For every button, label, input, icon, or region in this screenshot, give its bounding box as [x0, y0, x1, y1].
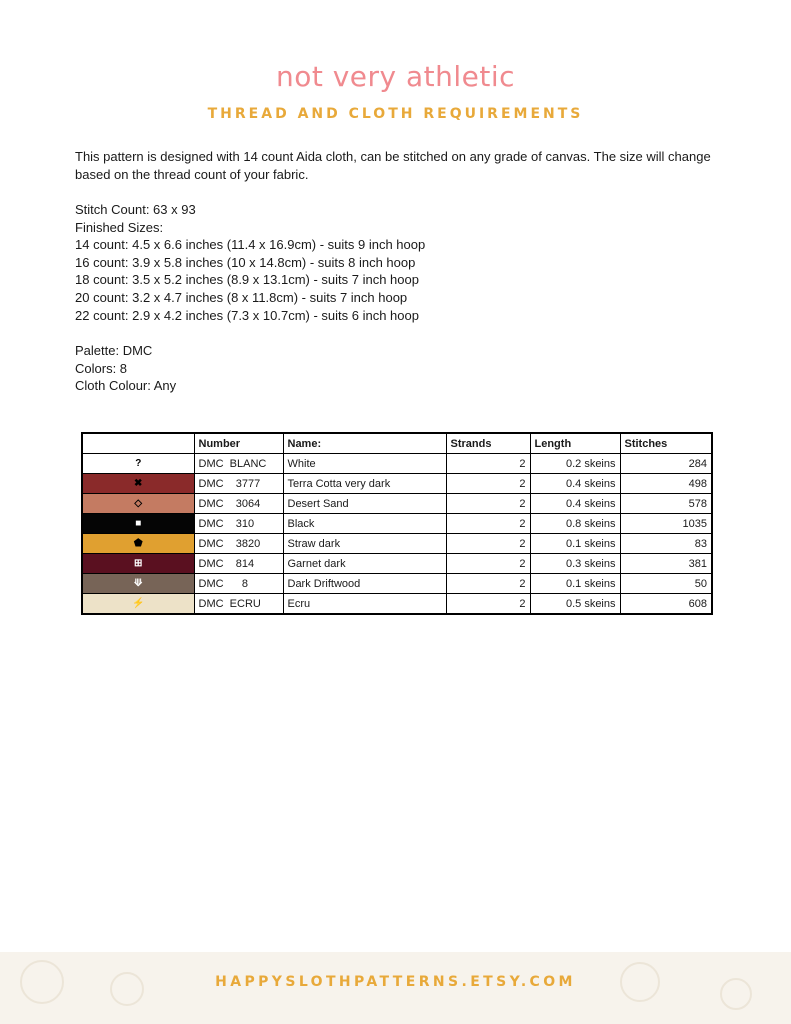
- table-row: [82, 534, 712, 554]
- stitch-count: Stitch Count: 63 x 93: [75, 202, 196, 217]
- footer-link[interactable]: HAPPYSLOTHPATTERNS.ETSY.COM: [215, 974, 576, 990]
- stitches-cell: 578: [620, 494, 712, 514]
- intro-paragraph: [75, 148, 715, 183]
- size-info: [75, 201, 715, 324]
- stitches-cell: 1035: [620, 514, 712, 534]
- color-swatch: ⬟: [82, 534, 194, 554]
- strands-cell: 2: [446, 534, 530, 554]
- size-line: 14 count: 4.5 x 6.6 inches (11.4 x 16.9cm) - suits 9 inch hoop: [75, 237, 426, 253]
- size-line: 22 count: 2.9 x 4.2 inches (7.3 x 10.7cm) - suits 6 inch hoop: [75, 307, 419, 323]
- thread-number: DMC 310: [194, 514, 283, 534]
- palette-line: Palette: DMC: [75, 343, 153, 358]
- thread-number: DMC 3064: [194, 494, 283, 514]
- length-cell: 0.5 skeins: [530, 594, 620, 615]
- stitches-cell: 83: [620, 534, 712, 554]
- table-row: [82, 494, 712, 514]
- strands-cell: 2: [446, 594, 530, 615]
- color-swatch: ✖: [82, 474, 194, 494]
- thread-name: Desert Sand: [283, 494, 446, 514]
- table-row: [82, 554, 712, 574]
- thread-name: Straw dark: [283, 534, 446, 554]
- stitches-cell: 498: [620, 474, 712, 494]
- pattern-title: not very athletic: [275, 60, 516, 93]
- table-row: [82, 574, 712, 594]
- thread-name: White: [283, 454, 446, 474]
- thread-name: Dark Driftwood: [283, 574, 446, 594]
- length-cell: 0.8 skeins: [530, 514, 620, 534]
- thread-table: [81, 432, 713, 615]
- stitches-cell: 284: [620, 454, 712, 474]
- strands-cell: 2: [446, 574, 530, 594]
- stitches-cell: 50: [620, 574, 712, 594]
- colors-line: Colors: 8: [75, 360, 128, 376]
- strands-cell: 2: [446, 494, 530, 514]
- thread-name: Terra Cotta very dark: [283, 474, 446, 494]
- header-name: Name:: [283, 433, 446, 454]
- table-row: [82, 514, 712, 534]
- stitches-cell: 608: [620, 594, 712, 615]
- thread-name: Black: [283, 514, 446, 534]
- strands-cell: 2: [446, 514, 530, 534]
- strands-cell: 2: [446, 454, 530, 474]
- header-symbol: [82, 433, 194, 454]
- color-swatch: ■: [82, 514, 194, 534]
- table-row: [82, 594, 712, 615]
- header-stitches: Stitches: [620, 433, 712, 454]
- color-swatch: ⊞: [82, 554, 194, 574]
- thread-number: DMC ECRU: [194, 594, 283, 615]
- thread-number: DMC 3820: [194, 534, 283, 554]
- length-cell: 0.2 skeins: [530, 454, 620, 474]
- length-cell: 0.4 skeins: [530, 474, 620, 494]
- length-cell: 0.4 skeins: [530, 494, 620, 514]
- length-cell: 0.1 skeins: [530, 574, 620, 594]
- thread-number: DMC BLANC: [194, 454, 283, 474]
- intro-text: This pattern is designed with 14 count Aida cloth, can be stitched on any grade of canvas. The size will change based on the thread count of your fabric.: [75, 149, 711, 182]
- thread-name: Garnet dark: [283, 554, 446, 574]
- thread-number: DMC 3777: [194, 474, 283, 494]
- size-line: 16 count: 3.9 x 5.8 inches (10 x 14.8cm) - suits 8 inch hoop: [75, 254, 416, 270]
- thread-number: DMC 814: [194, 554, 283, 574]
- size-line: 20 count: 3.2 x 4.7 inches (8 x 11.8cm) - suits 7 inch hoop: [75, 289, 408, 305]
- table-header-row: [82, 433, 712, 454]
- color-swatch: ⟱: [82, 574, 194, 594]
- section-subtitle: THREAD AND CLOTH REQUIREMENTS: [207, 106, 584, 122]
- table-row: [82, 474, 712, 494]
- stitches-cell: 381: [620, 554, 712, 574]
- cloth-colour-line: Cloth Colour: Any: [75, 378, 177, 394]
- color-swatch: ?: [82, 454, 194, 474]
- color-swatch: ◇: [82, 494, 194, 514]
- color-swatch: ⚡: [82, 594, 194, 615]
- strands-cell: 2: [446, 474, 530, 494]
- strands-cell: 2: [446, 554, 530, 574]
- palette-info: [75, 342, 715, 395]
- header-length: Length: [530, 433, 620, 454]
- length-cell: 0.1 skeins: [530, 534, 620, 554]
- header-number: Number: [194, 433, 283, 454]
- finished-sizes-label: Finished Sizes:: [75, 219, 164, 235]
- thread-name: Ecru: [283, 594, 446, 615]
- size-line: 18 count: 3.5 x 5.2 inches (8.9 x 13.1cm) - suits 7 inch hoop: [75, 272, 419, 288]
- thread-number: DMC 8: [194, 574, 283, 594]
- length-cell: 0.3 skeins: [530, 554, 620, 574]
- header-strands: Strands: [446, 433, 530, 454]
- table-row: [82, 454, 712, 474]
